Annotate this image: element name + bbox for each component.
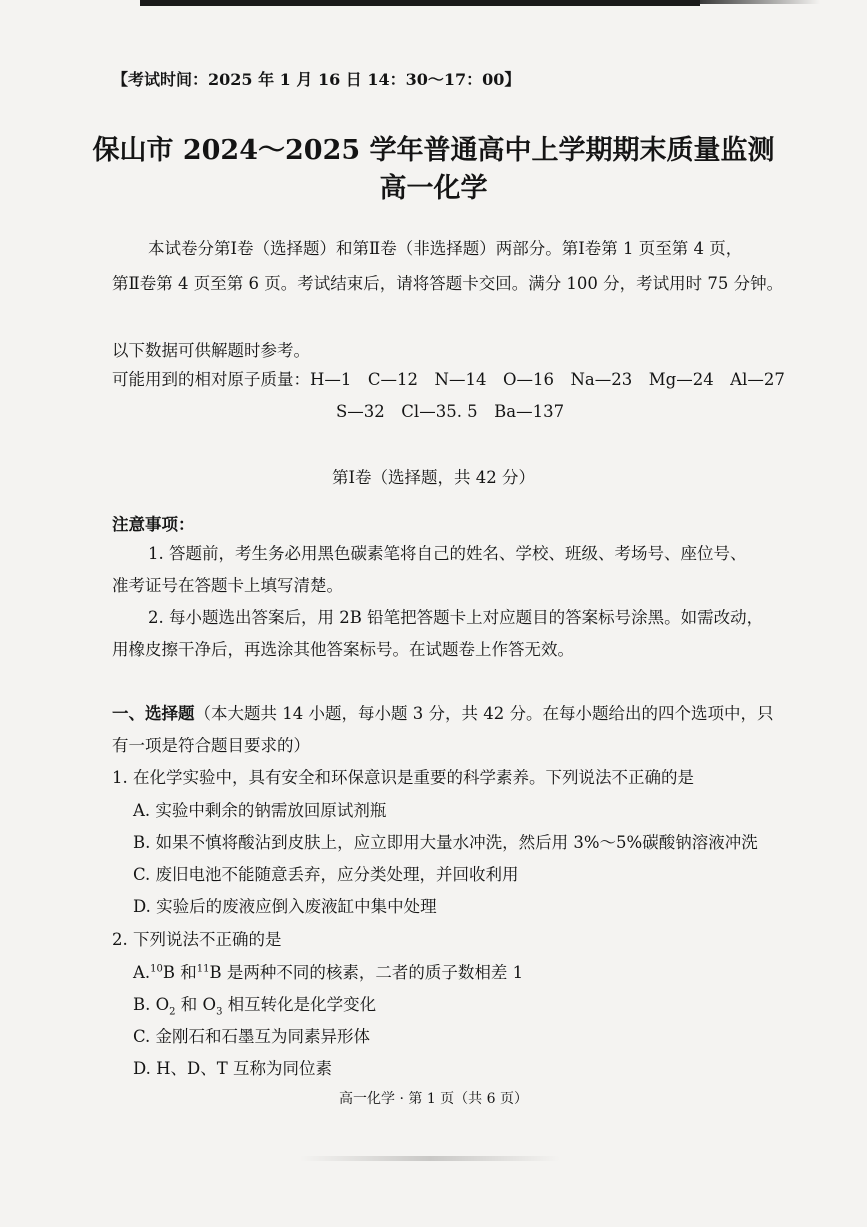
note-1-line-2: 准考证号在答题卡上填写清楚。 xyxy=(112,576,343,595)
question-2-option-c: C. 金刚石和石墨互为同素异形体 xyxy=(133,1027,371,1046)
scan-bottom-smudge xyxy=(300,1156,560,1161)
mass-number-10: 10 xyxy=(150,963,163,975)
note-2-line-2: 用橡皮擦干净后，再选涂其他答案标号。在试题卷上作答无效。 xyxy=(112,640,574,659)
note-2-line-1: 2. 每小题选出答案后，用 2B 铅笔把答题卡上对应题目的答案标号涂黑。如需改动， xyxy=(148,608,764,627)
question-1-option-c: C. 废旧电池不能随意丢弃，应分类处理，并回收利用 xyxy=(133,865,519,884)
intro-line-1: 本试卷分第Ⅰ卷（选择题）和第Ⅱ卷（非选择题）两部分。第Ⅰ卷第 1 页至第 4 页， xyxy=(148,239,743,258)
mass-number-11: 11 xyxy=(196,963,210,975)
part-1-line-2: 有一项是符合题目要求的） xyxy=(112,736,310,755)
question-2-option-a xyxy=(133,959,523,983)
part-1-desc: （本大题共 14 小题，每小题 3 分，共 42 分。在每小题给出的四个选项中，只 xyxy=(194,704,774,723)
page-footer: 高一化学 · 第 1 页（共 6 页） xyxy=(339,1091,528,1107)
option-b-prefix: B. O xyxy=(133,995,170,1014)
reference-note: 以下数据可供解题时参考。 xyxy=(112,341,310,360)
option-a-prefix: A. xyxy=(133,963,151,982)
question-1-option-a: A. 实验中剩余的钠需放回原试剂瓶 xyxy=(133,801,387,820)
question-2-option-b xyxy=(133,991,376,1017)
question-1-option-d: D. 实验后的废液应倒入废液缸中集中处理 xyxy=(133,897,437,916)
intro-line-2: 第Ⅱ卷第 4 页至第 6 页。考试结束后，请将答题卡交回。满分 100 分，考试用时 75 分钟。 xyxy=(112,274,784,293)
question-2-stem: 2. 下列说法不正确的是 xyxy=(112,930,282,949)
scan-top-edge xyxy=(140,0,700,6)
atomic-mass-values-1: H—1 C—12 N—14 O—16 Na—23 Mg—24 Al—27 xyxy=(310,370,785,389)
part-1-heading: 一、选择题 xyxy=(112,704,195,723)
scan-top-edge-fade xyxy=(700,0,820,4)
subscript-3: 3 xyxy=(216,1006,223,1018)
exam-title: 保山市 2024～2025 学年普通高中上学期期末质量监测 xyxy=(92,135,775,166)
notes-title: 注意事项： xyxy=(112,515,195,534)
exam-subject: 高一化学 xyxy=(379,173,488,204)
question-1-option-b: B. 如果不慎将酸沾到皮肤上，应立即用大量水冲洗，然后用 3%～5%碳酸钠溶液冲洗 xyxy=(133,833,758,852)
subscript-2: 2 xyxy=(169,1006,176,1018)
exam-time: 【考试时间：2025 年 1 月 16 日 14：30～17：00】 xyxy=(112,70,521,89)
atomic-mass-label: 可能用到的相对原子质量： xyxy=(112,370,310,389)
part-1-line-1 xyxy=(112,700,773,724)
option-a-part-1: B 和 xyxy=(162,963,197,982)
atomic-mass-row-2: S—32 Cl—35. 5 Ba—137 xyxy=(336,402,565,421)
question-1-stem: 1. 在化学实验中，具有安全和环保意识是重要的科学素养。下列说法不正确的是 xyxy=(112,768,694,787)
option-b-part-2: 相互转化是化学变化 xyxy=(222,995,377,1014)
section-1-title: 第Ⅰ卷（选择题，共 42 分） xyxy=(331,468,535,487)
question-2-option-d: D. H、D、T 互称为同位素 xyxy=(133,1059,332,1078)
option-a-part-2: B 是两种不同的核素，二者的质子数相差 1 xyxy=(209,963,524,982)
atomic-mass-row-1 xyxy=(112,366,785,390)
option-b-part-1: 和 O xyxy=(175,995,217,1014)
note-1-line-1: 1. 答题前，考生务必用黑色碳素笔将自己的姓名、学校、班级、考场号、座位号、 xyxy=(148,544,747,563)
